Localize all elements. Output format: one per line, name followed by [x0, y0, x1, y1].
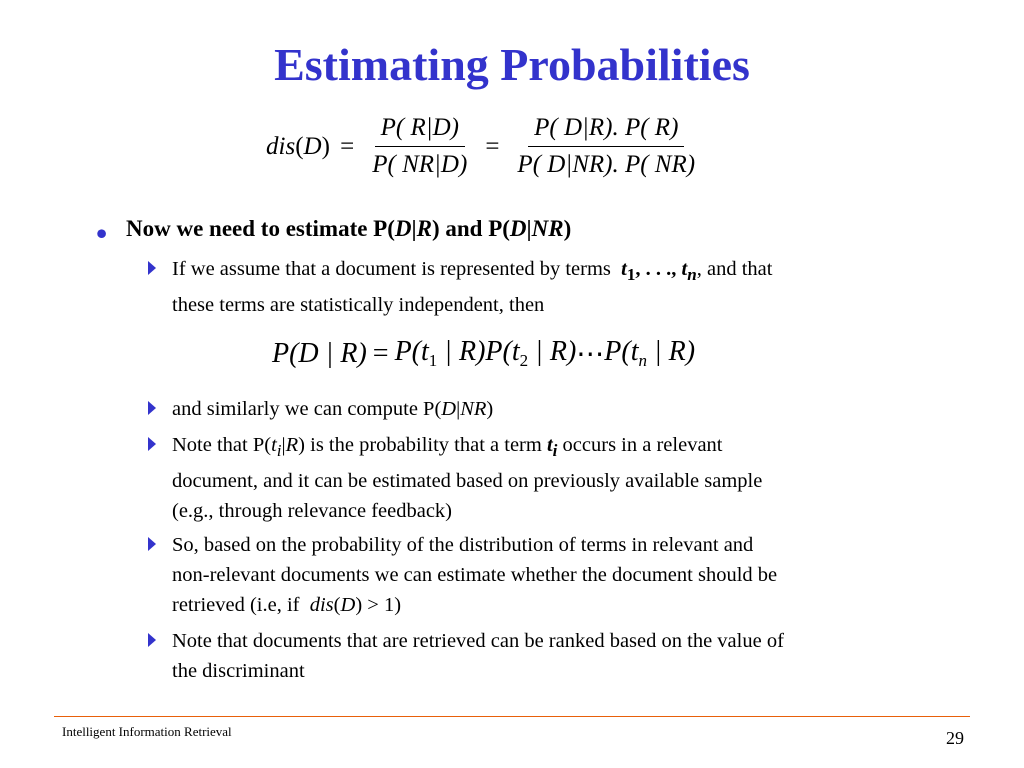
bullet-main-text: Now we need to estimate P(D|R) and P(D|NR): [126, 216, 572, 241]
eq2-dots: ⋯: [576, 338, 605, 370]
equation-independence: [272, 336, 695, 371]
equation-discriminant: [266, 114, 709, 179]
eq1-fraction-2: [511, 114, 701, 179]
sub-bullet-ranked: [148, 626, 948, 686]
eq2-lhs: P(D | R): [272, 337, 367, 369]
sub-bullet-ranked-line1: Note that documents that are retrieved can be ranked based on the value of: [172, 630, 784, 652]
sub-bullet-similarly: [148, 394, 948, 424]
footer-course-title: Intelligent Information Retrieval: [62, 724, 232, 739]
sub-bullet-terms: [148, 254, 948, 320]
eq1-equals-2: =: [485, 132, 500, 160]
sub-bullet-note-line1: Note that $P(t_i|R)$ is the probability that a term $t_i$ occurs in a relevant: [172, 434, 723, 461]
sub-bullet-so-line2: non-relevant documents we can estimate whether the document should be: [172, 564, 778, 586]
sub-bullet-so-line1: So, based on the probability of the distribution of terms in relevant and: [172, 534, 754, 556]
sub-bullet-so-line3: retrieved (i.e, if dis(D) > 1): [172, 594, 402, 616]
sub-bullet-so-based: [148, 530, 948, 620]
eq1-f2-numerator: P( D|R). P( R): [528, 114, 684, 147]
eq2-equals: =: [372, 337, 389, 369]
sub-bullet-note-line3: (e.g., through relevance feedback): [172, 500, 453, 523]
eq1-f2-denominator: P( D|NR). P( NR): [517, 151, 696, 178]
page-number: 29: [946, 728, 964, 748]
triangle-bullet-icon: [148, 633, 156, 647]
triangle-bullet-icon: [148, 401, 156, 415]
eq1-lhs: dis(D): [266, 132, 330, 160]
eq2-term1: $P(t_1$ | R): [394, 336, 486, 370]
triangle-bullet-icon: [148, 261, 156, 275]
triangle-bullet-icon: [148, 537, 156, 551]
sub-bullet-note-probability: [148, 430, 948, 526]
sub-bullet-ranked-line2: the discriminant: [172, 660, 305, 682]
bullet-dot-icon: •: [96, 215, 108, 251]
sub-bullet-similarly-text: and similarly we can compute P(D|NR): [172, 398, 494, 420]
triangle-bullet-icon: [148, 437, 156, 451]
sub-bullet-terms-line2: these terms are statistically independent, then: [172, 294, 545, 317]
sub-bullet-terms-line1: If we assume that a document is represented by terms $t_1$, . . ., $t_n$, and that: [172, 258, 773, 285]
eq1-fraction-1: [366, 114, 473, 179]
footer-divider: [54, 716, 970, 717]
eq2-term-n: $P(t_n$ | R): [604, 336, 696, 370]
eq2-term2: $P(t_2$ | R): [485, 336, 577, 370]
sub-bullet-note-line2: document, and it can be estimated based on previously available sample: [172, 470, 763, 493]
eq1-f1-denominator: P( NR|D): [372, 151, 468, 178]
eq1-equals-1: =: [333, 132, 355, 160]
slide-title: Estimating Probabilities: [274, 39, 750, 90]
eq1-f1-numerator: P( R|D): [375, 114, 465, 147]
